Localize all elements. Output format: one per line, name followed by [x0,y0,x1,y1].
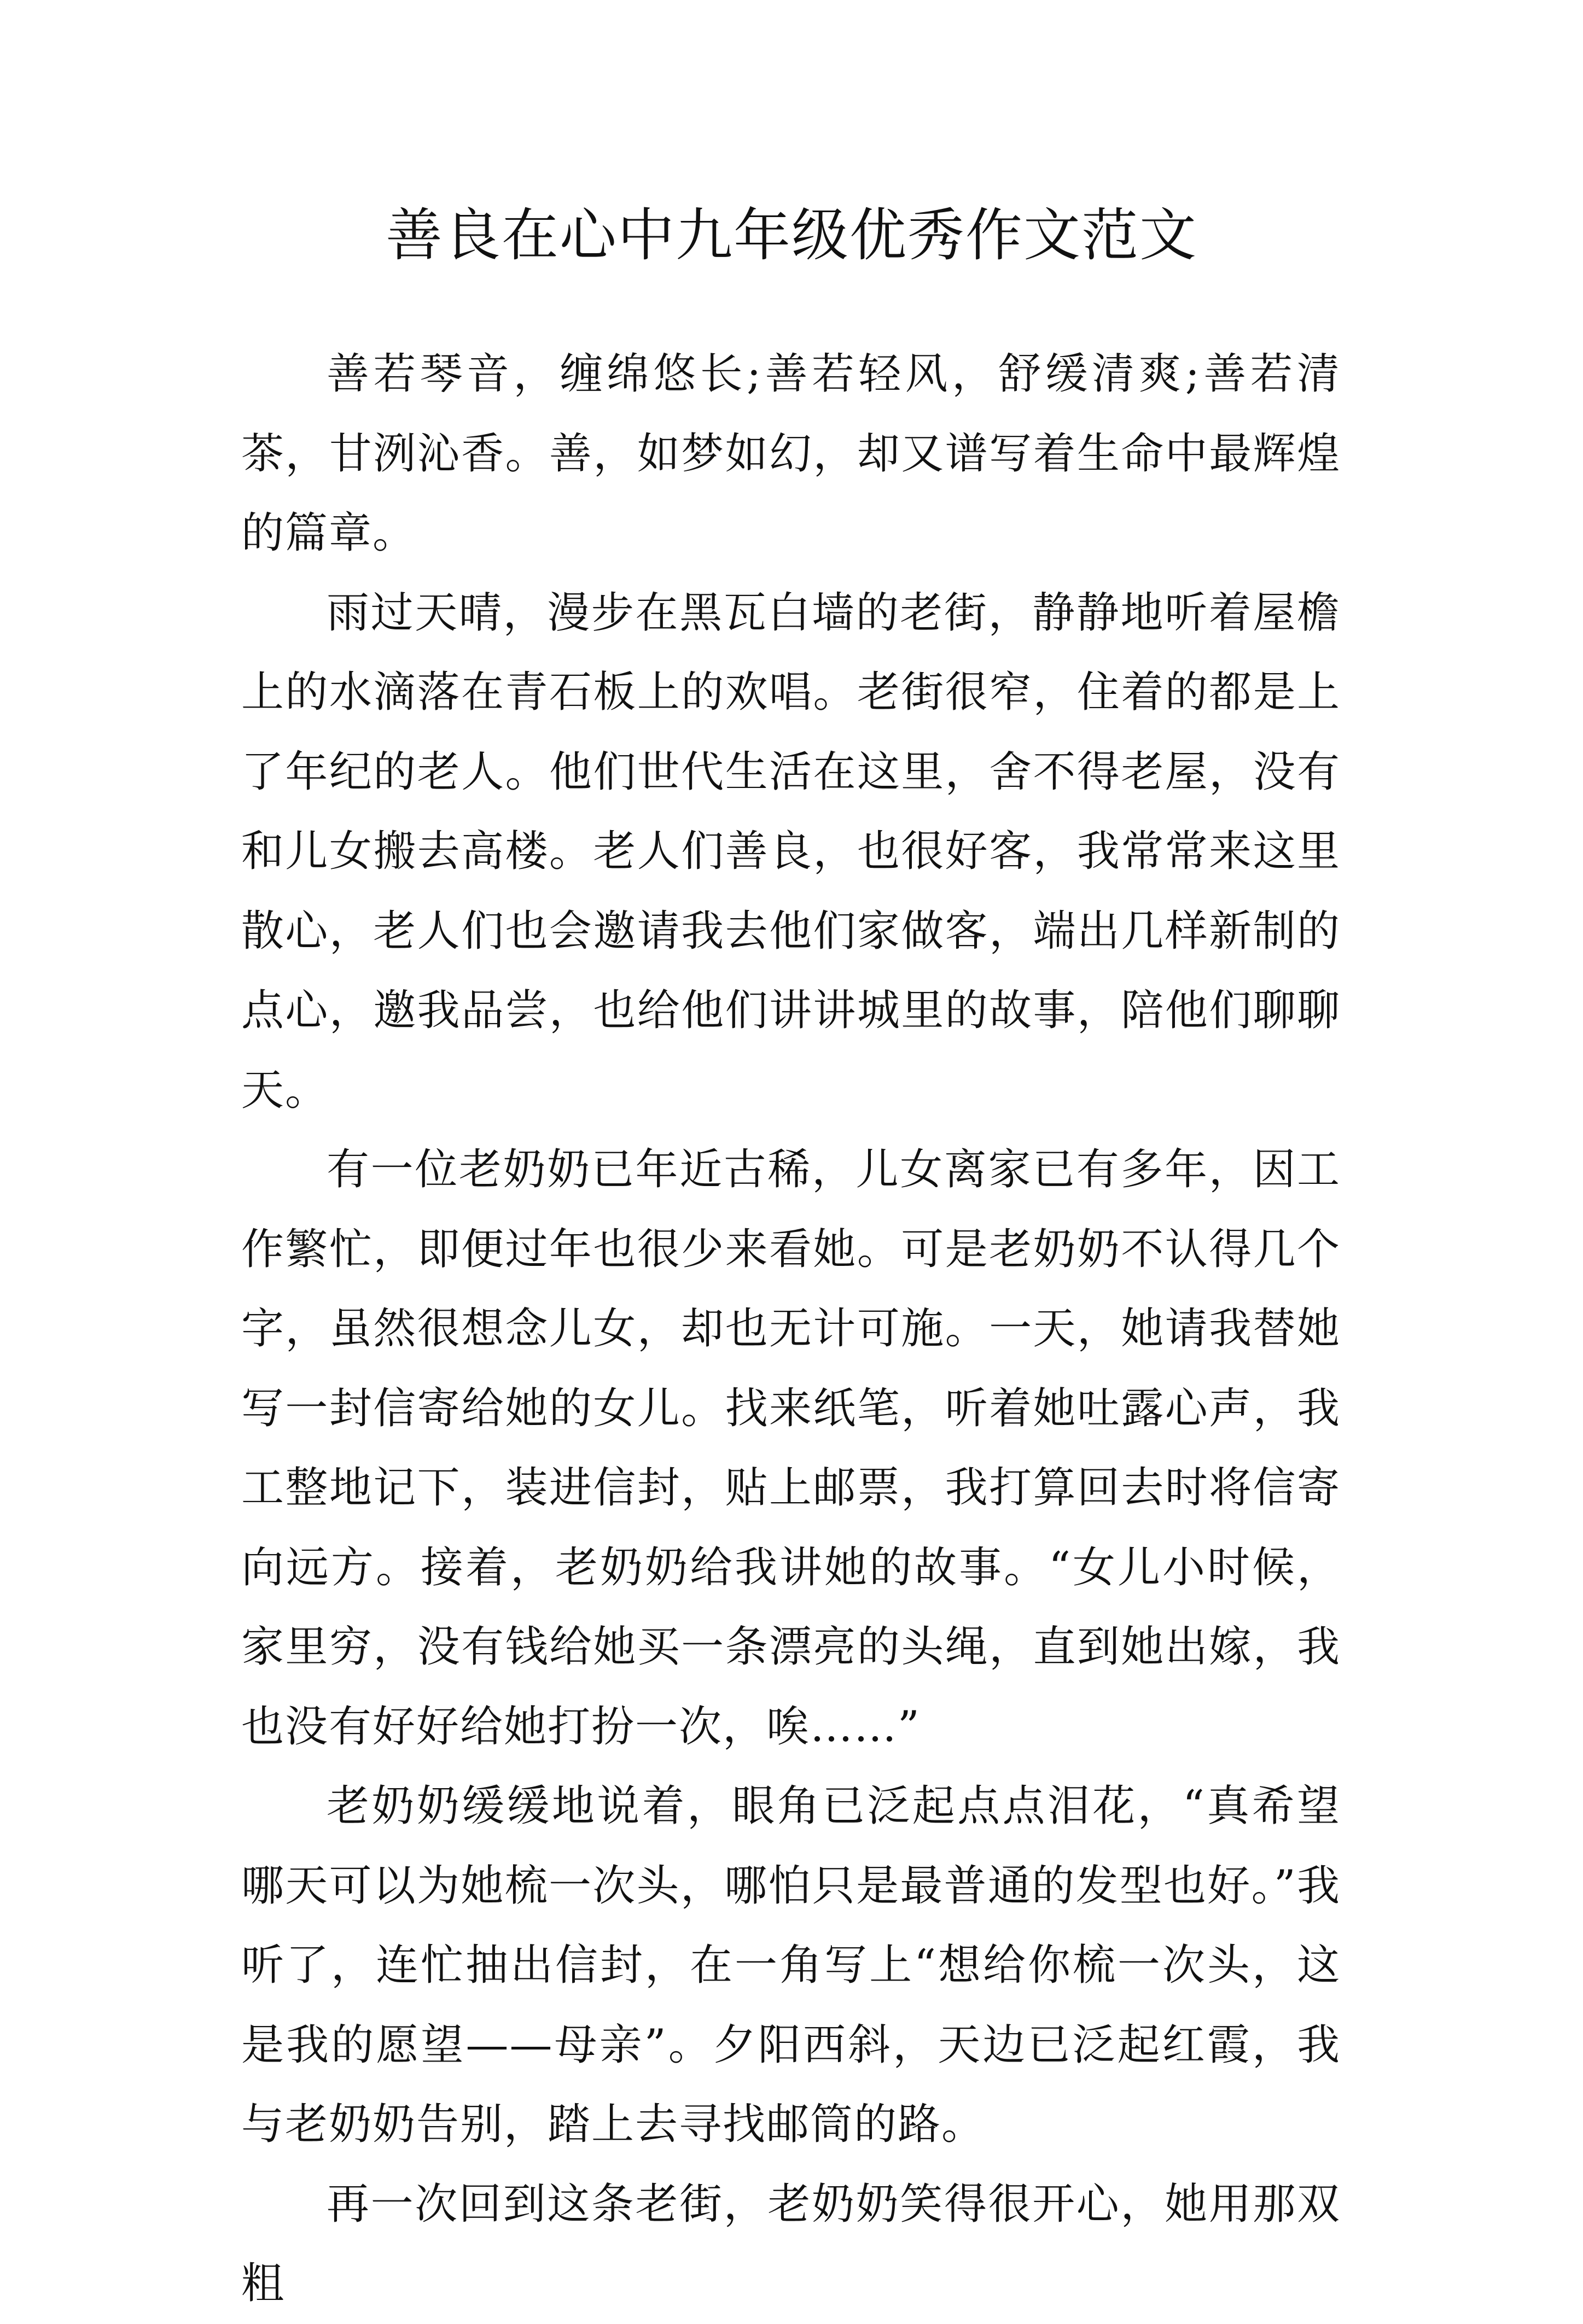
paragraph: 有一位老奶奶已年近古稀，儿女离家已有多年，因工作繁忙，即便过年也很少来看她。可是老奶奶不认得几个字，虽然很想念儿女，却也无计可施。一天，她请我替她写一封信寄给她的女儿。找来纸笔，听着她吐露心声，我工整地记下，装进信封，贴上邮票，我打算回去时将信寄向远方。接着，老奶奶给我讲她的故事。“女儿小时候，家里穷，没有钱给她买一条漂亮的头绳，直到她出嫁，我也没有好好给她打扮一次，唉……” [241,1145,1341,1751]
paragraph: 老奶奶缓缓地说着，眼角已泛起点点泪花，“真希望哪天可以为她梳一次头，哪怕只是最普通的发型也好。”我听了，连忙抽出信封，在一角写上“想给你梳一次头，这是我的愿望——母亲”。夕阳西斜，天边已泛起红霞，我与老奶奶告别，踏上去寻找邮筒的路。 [241,1782,1341,2149]
paragraph: 雨过天晴，漫步在黑瓦白墙的老街，静静地听着屋檐上的水滴落在青石板上的欢唱。老街很窄，住着的都是上了年纪的老人。他们世代生活在这里，舍不得老屋，没有和儿女搬去高楼。老人们善良，也很好客，我常常来这里散心，老人们也会邀请我去他们家做客，端出几样新制的点心，邀我品尝，也给他们讲讲城里的故事，陪他们聊聊天。 [241,588,1341,1115]
paragraph: 再一次回到这条老街，老奶奶笑得很开心，她用那双粗 [241,2179,1341,2308]
paragraph: 善若琴音，缠绵悠长;善若轻风，舒缓清爽;善若清茶，甘洌沁香。善，如梦如幻，却又谱写着生命中最辉煌的篇章。 [241,349,1341,558]
document-body [241,335,1341,2324]
document-title: 善良在心中九年级优秀作文范文 [385,202,1197,268]
